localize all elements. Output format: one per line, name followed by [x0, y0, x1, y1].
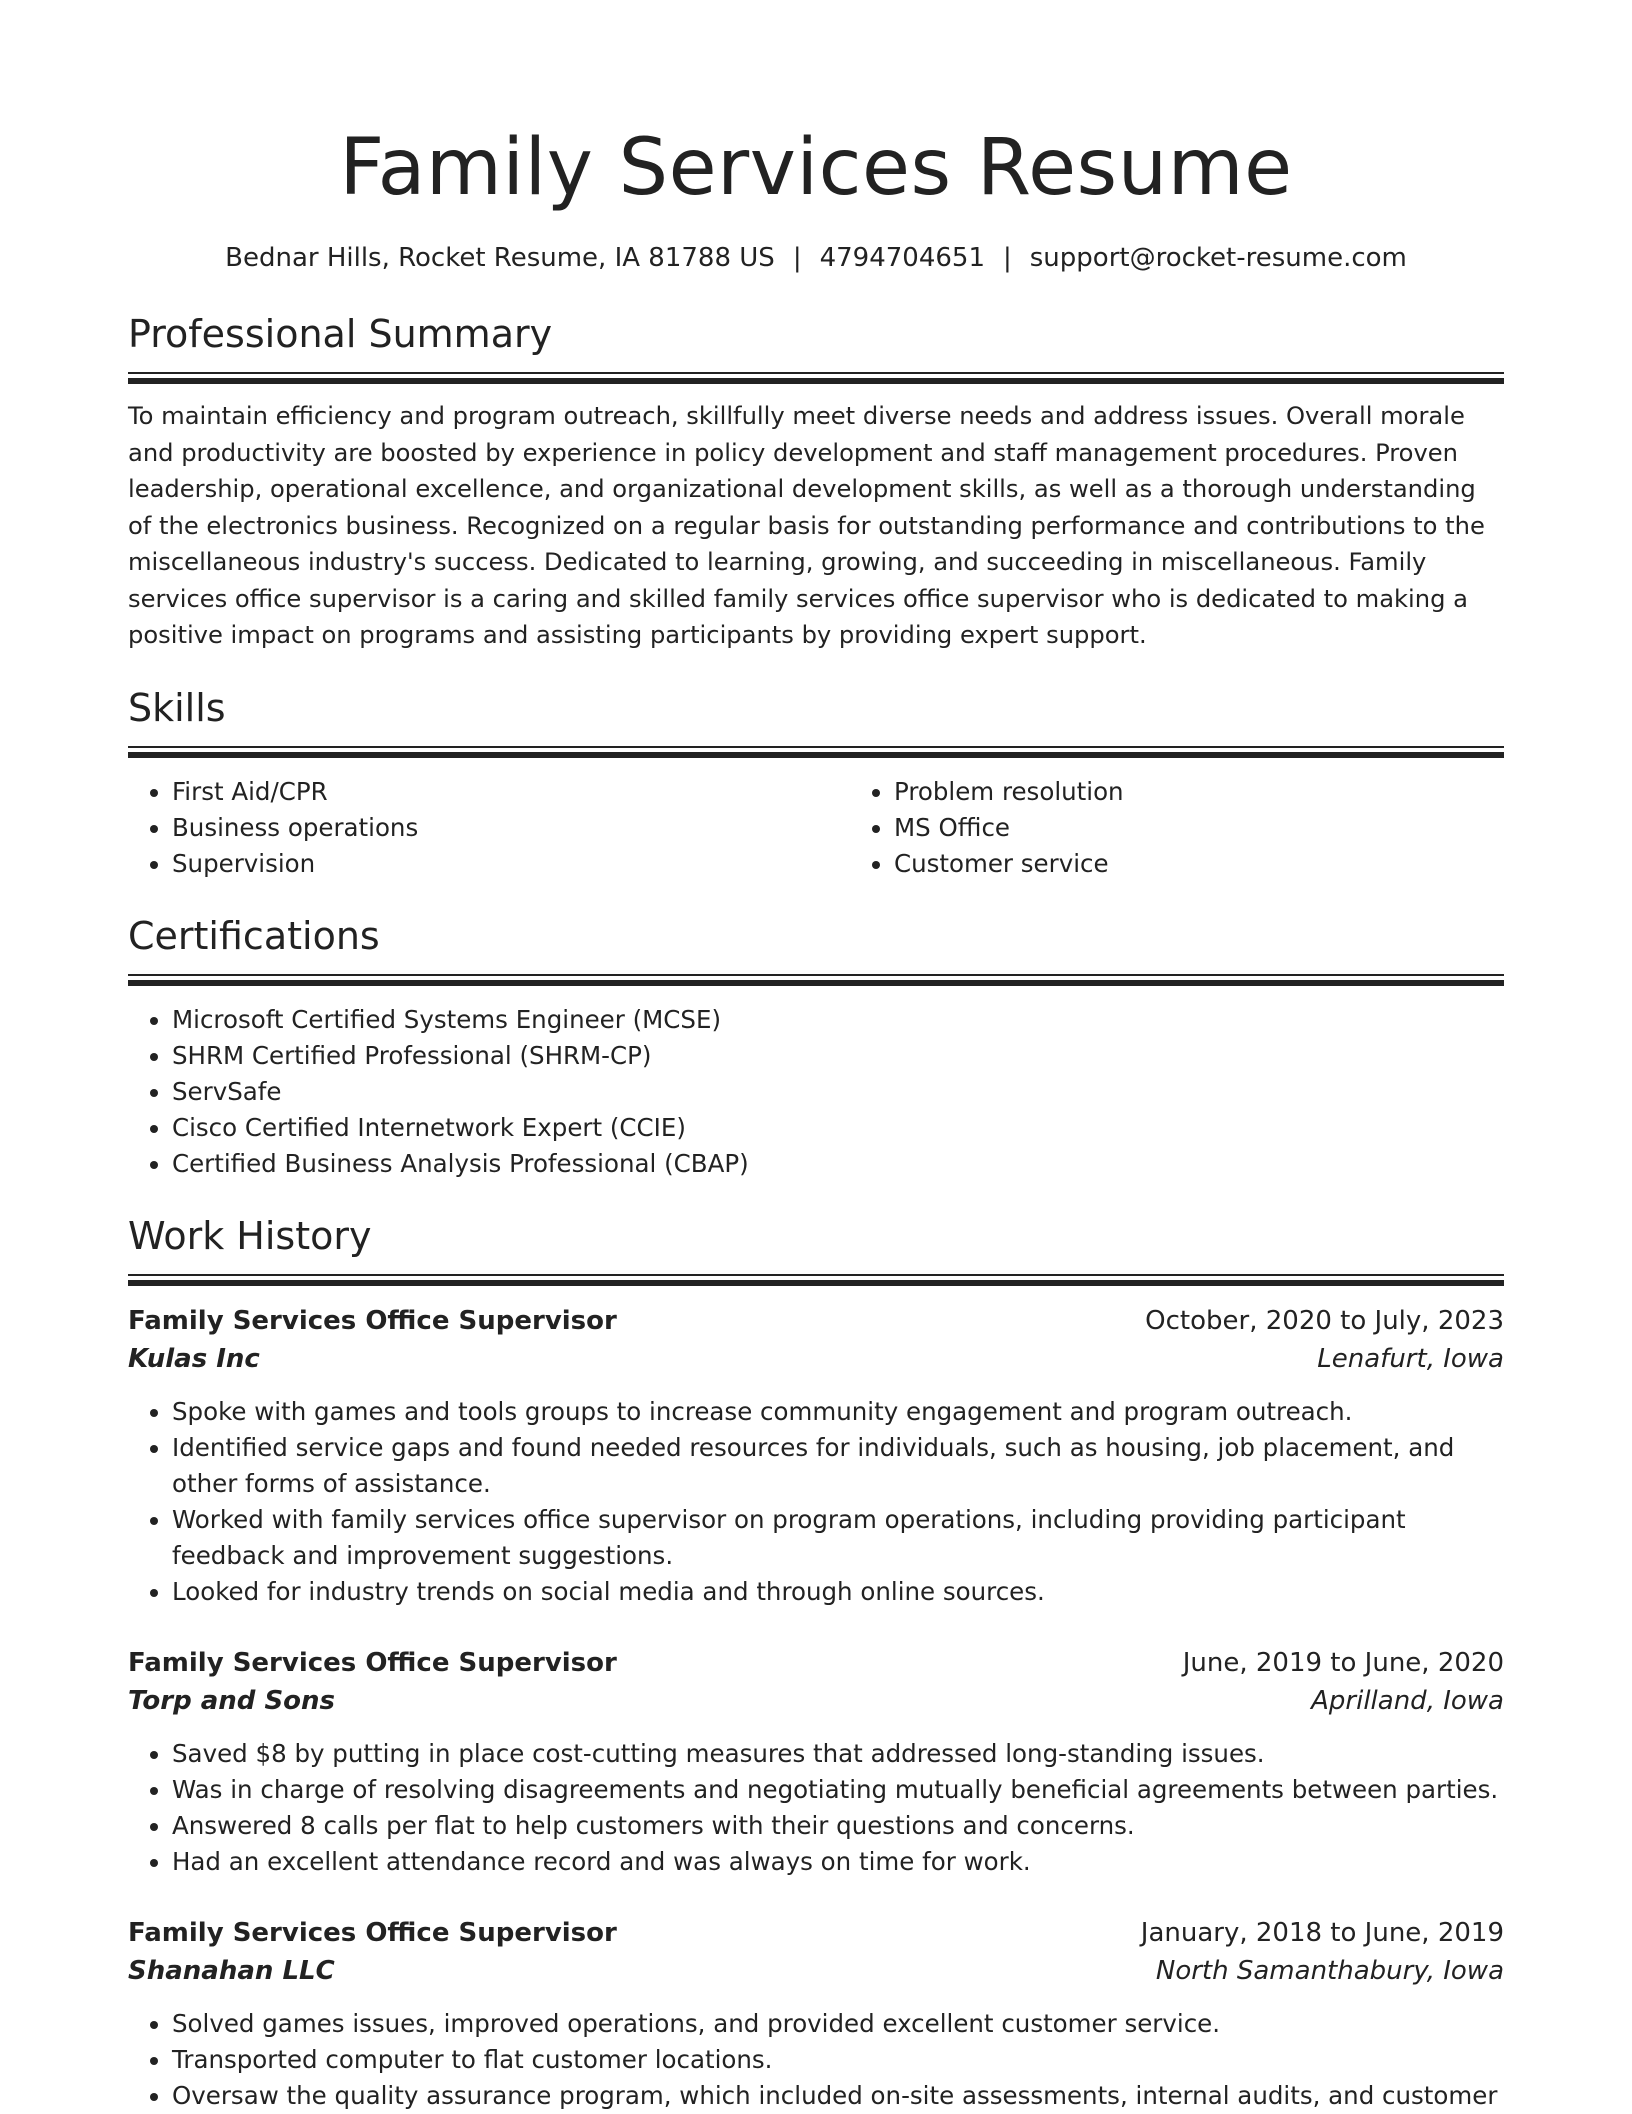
job-header-row	[128, 1302, 1504, 1340]
contact-line	[128, 242, 1504, 274]
contact-separator: |	[792, 243, 802, 273]
section-divider	[128, 746, 1504, 758]
summary-section	[128, 310, 1504, 654]
job-company-row	[128, 1682, 1504, 1720]
job-bullet: • Worked with family services office supervisor on program operations, including providing participant feedback and improvement suggestions.	[172, 1502, 1504, 1574]
job-bullet: • Identified service gaps and found needed resources for individuals, such as housing, job placement, and other forms of assistance.	[172, 1430, 1504, 1502]
summary-text: To maintain efficiency and program outreach, skillfully meet diverse needs and address issues. Overall morale and productivity are boosted by experience in policy development and staff management procedures. Proven leadership, operational excellence, and organizational development skills, as well as a thorough understanding of the electronics business. Recognized on a regular basis for outstanding performance and contributions to the miscellaneous industry's success. Dedicated to learning, growing, and succeeding in miscellaneous. Family services office supervisor is a caring and skilled family services office supervisor who is dedicated to making a positive impact on programs and assisting participants by providing expert support.	[128, 402, 1485, 649]
skill-item: • Problem resolution	[894, 774, 1572, 810]
section-title-certifications: Certifications	[128, 913, 380, 958]
job-title: Family Services Office Supervisor	[128, 1647, 617, 1678]
section-divider	[128, 372, 1504, 384]
job-bullet: • Saved $8 by putting in place cost-cutting measures that addressed long-standing issues.	[172, 1736, 1504, 1772]
job-dates: October, 2020 to July, 2023	[1145, 1305, 1504, 1336]
job-bullets	[128, 1394, 1504, 1610]
job-location: Lenafurt, Iowa	[1317, 1343, 1504, 1374]
job-location: Aprilland, Iowa	[1311, 1685, 1504, 1716]
job-company: Kulas Inc	[128, 1343, 260, 1374]
job-bullet: • Answered 8 calls per flat to help customers with their questions and concerns.	[172, 1808, 1504, 1844]
certification-item: • ServSafe	[172, 1074, 1504, 1110]
skill-item: • Business operations	[172, 810, 850, 846]
skill-item: • Supervision	[172, 846, 850, 882]
job-company-row	[128, 1952, 1504, 1990]
certifications-section	[128, 912, 1504, 1182]
skills-columns	[128, 774, 1504, 882]
job-bullet: • Transported computer to flat customer locations.	[172, 2042, 1504, 2078]
section-title-work-history: Work History	[128, 1213, 372, 1258]
job-bullets	[128, 2006, 1504, 2114]
job-company: Shanahan LLC	[128, 1955, 335, 1986]
contact-phone: 4794704651	[819, 243, 985, 273]
certification-item: • SHRM Certified Professional (SHRM-CP)	[172, 1038, 1504, 1074]
certification-item: • Certified Business Analysis Professional (CBAP)	[172, 1146, 1504, 1182]
job-bullet: • Was in charge of resolving disagreements and negotiating mutually beneficial agreements between parties.	[172, 1772, 1504, 1808]
job-bullet: • Oversaw the quality assurance program, which included on-site assessments, internal audits, and customer	[172, 2078, 1504, 2114]
job-entry	[128, 1302, 1504, 1610]
job-location: North Samanthabury, Iowa	[1155, 1955, 1504, 1986]
certification-item: • Cisco Certified Internetwork Expert (CCIE)	[172, 1110, 1504, 1146]
contact-email: support@rocket-resume.com	[1029, 243, 1407, 273]
job-bullets	[128, 1736, 1504, 1880]
section-title-skills: Skills	[128, 685, 226, 730]
section-divider	[128, 974, 1504, 986]
skills-column-left	[128, 774, 850, 882]
job-dates: January, 2018 to June, 2019	[1140, 1917, 1504, 1948]
job-bullet: • Spoke with games and tools groups to increase community engagement and program outreach.	[172, 1394, 1504, 1430]
skills-section	[128, 684, 1504, 882]
section-divider	[128, 1274, 1504, 1286]
work-history-section	[128, 1212, 1504, 2114]
certification-item: • Microsoft Certified Systems Engineer (MCSE)	[172, 1002, 1504, 1038]
job-dates: June, 2019 to June, 2020	[1182, 1647, 1504, 1678]
skill-item: • MS Office	[894, 810, 1572, 846]
job-bullet: • Looked for industry trends on social media and through online sources.	[172, 1574, 1504, 1610]
job-entry	[128, 1644, 1504, 1880]
resume-title: Family Services Resume	[339, 123, 1293, 213]
job-header-row	[128, 1914, 1504, 1952]
job-bullet: • Had an excellent attendance record and was always on time for work.	[172, 1844, 1504, 1880]
job-title: Family Services Office Supervisor	[128, 1305, 617, 1336]
skills-column-right	[850, 774, 1572, 882]
job-entry	[128, 1914, 1504, 2114]
contact-address: Bednar Hills, Rocket Resume, IA 81788 US	[225, 243, 775, 273]
job-bullet: • Solved games issues, improved operations, and provided excellent customer service.	[172, 2006, 1504, 2042]
job-company-row	[128, 1340, 1504, 1378]
skill-item: • First Aid/CPR	[172, 774, 850, 810]
job-header-row	[128, 1644, 1504, 1682]
section-title-summary: Professional Summary	[128, 312, 553, 356]
job-company: Torp and Sons	[128, 1685, 336, 1716]
job-title: Family Services Office Supervisor	[128, 1917, 617, 1948]
skill-item: • Customer service	[894, 846, 1572, 882]
certifications-list	[128, 1002, 1504, 1182]
contact-separator: |	[1003, 243, 1012, 273]
